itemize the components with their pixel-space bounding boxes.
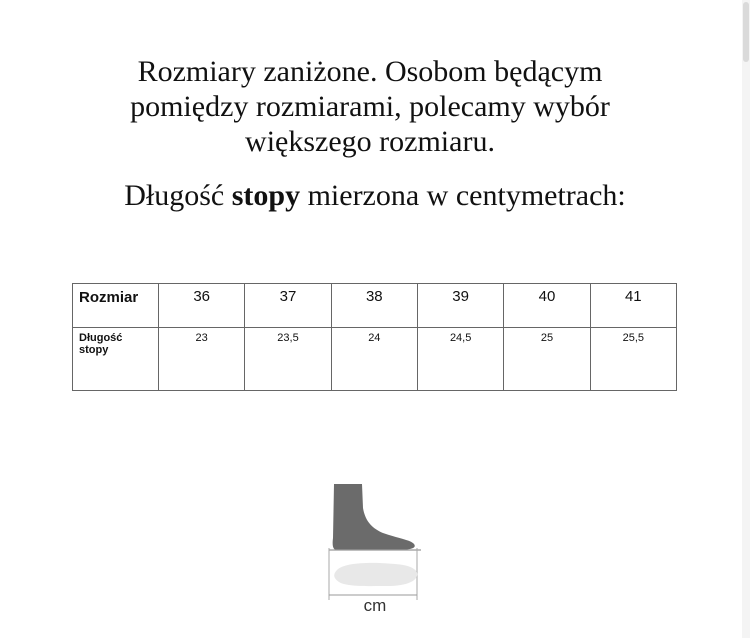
length-cell: 25,5 — [590, 328, 676, 391]
length-cell: 23,5 — [245, 328, 331, 391]
scrollbar[interactable] — [742, 0, 750, 638]
size-notice: Rozmiary zaniżone. Osobom będącym pomiędzy rozmiarami, polecamy wybór większego rozmiaru. — [130, 55, 610, 158]
size-cell: 38 — [331, 284, 417, 328]
length-cell: 24,5 — [417, 328, 503, 391]
unit-label: cm — [363, 596, 387, 615]
measurement-heading — [40, 178, 710, 213]
heading-prefix: Długość — [124, 179, 232, 212]
length-label-line2: stopy — [79, 344, 109, 356]
sole-print-icon — [334, 563, 417, 586]
size-cell: 40 — [504, 284, 590, 328]
length-label-line1: Długość — [79, 332, 123, 344]
heading-bold: stopy — [231, 179, 301, 212]
size-table — [72, 283, 677, 391]
size-row — [73, 284, 677, 328]
size-cell: 41 — [590, 284, 676, 328]
size-cell: 39 — [417, 284, 503, 328]
length-cell: 24 — [331, 328, 417, 391]
size-row-label: Rozmiar — [73, 284, 159, 328]
length-row — [73, 328, 677, 391]
length-cell: 25 — [504, 328, 590, 391]
scrollbar-thumb[interactable] — [743, 2, 749, 62]
size-cell: 37 — [245, 284, 331, 328]
length-row-label — [73, 328, 159, 391]
heading-suffix: mierzona w centymetrach: — [300, 179, 626, 212]
size-cell: 36 — [159, 284, 245, 328]
foot-side-icon — [333, 484, 415, 550]
length-cell: 23 — [159, 328, 245, 391]
